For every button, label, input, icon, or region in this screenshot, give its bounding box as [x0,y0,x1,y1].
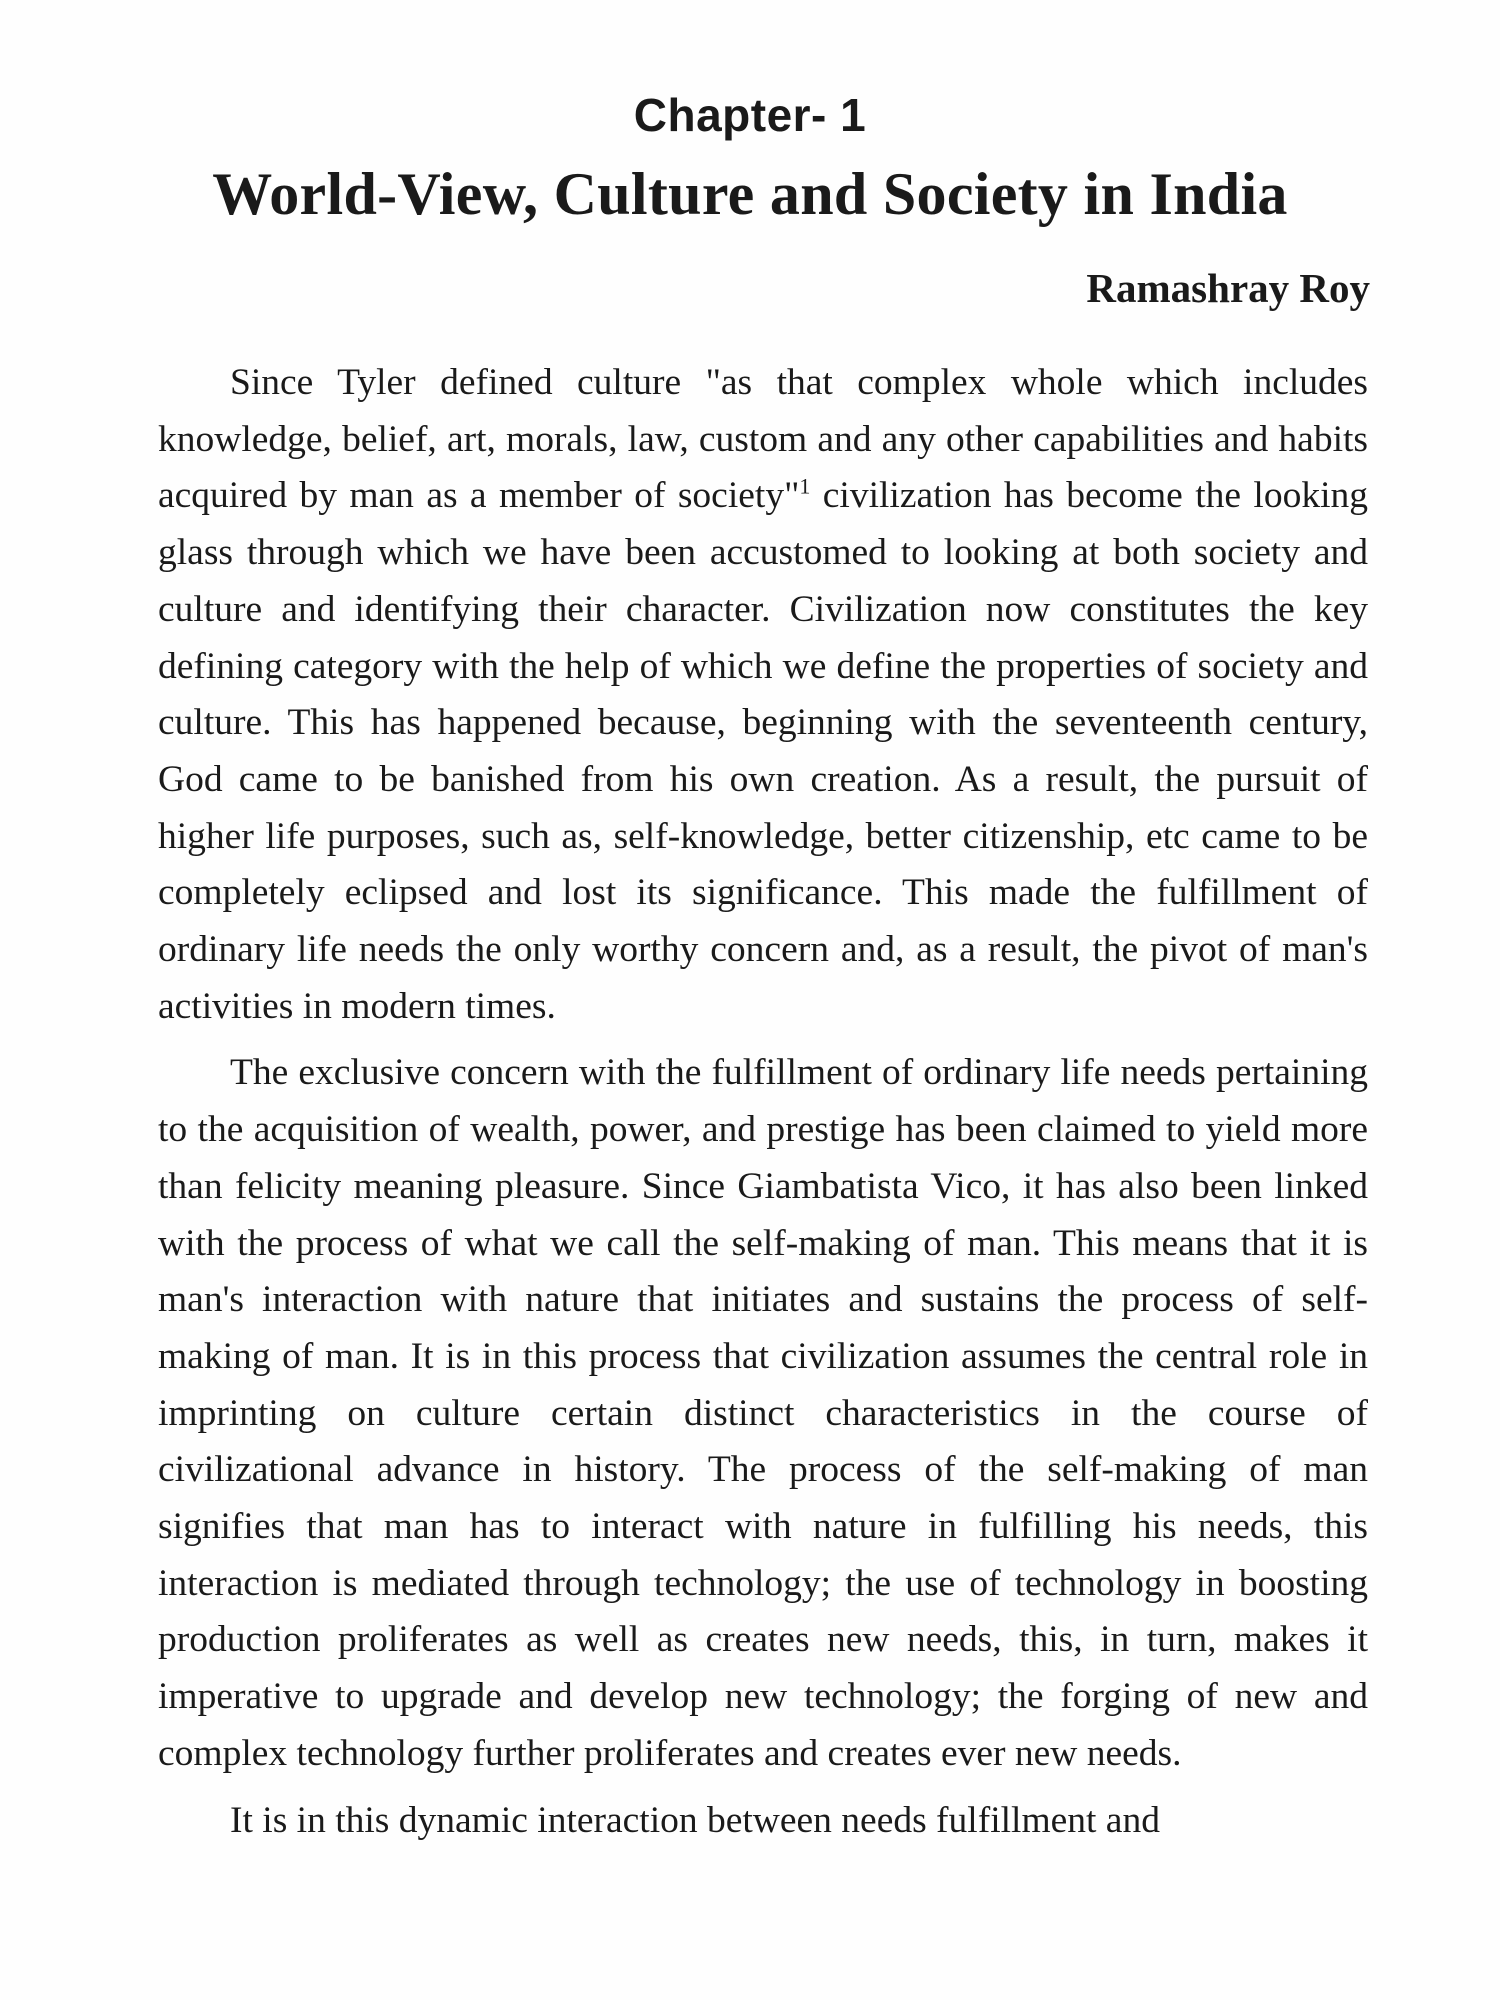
paragraph: It is in this dynamic interaction between needs fulfillment and [230,1799,1160,1841]
chapter-label: Chapter- 1 [633,89,867,141]
paragraph [158,355,1368,1035]
body-text [158,355,1368,1859]
footnote-marker[interactable]: 1 [799,473,811,499]
chapter-title: World-View, Culture and Society in India [212,161,1288,227]
author-name: Ramashray Roy [1086,265,1370,311]
paragraph: The exclusive concern with the fulfillment of ordinary life needs pertaining to the acquisition of wealth, power, and prestige has been claimed to yield more than felicity meaning pleasure. Since Giambatista Vico, it has also been linked with the process of what we call the self-making of man. This means that it is man's interaction with nature that initiates and sustains the process of self-making of man. It is in this process that civilization assumes the central role in imprinting on culture certain distinct characteristics in the course of civilizational advance in history. The process of the self-making of man signifies that man has to interact with nature in fulfilling his needs, this interaction is mediated through technology; the use of technology in boosting production proliferates as well as creates new needs, this, in turn, makes it imperative to upgrade and develop new technology; the forging of new and complex technology further proliferates and creates ever new needs. [158,1052,1368,1774]
paragraph-text: civilization has become the looking glass through which we have been accustomed to looking at both society and culture and identifying their character. Civilization now constitutes the key defining category with the help of which we define the properties of society and culture. This has happened because, beginning with the seventeenth century, God came to be banished from his own creation. As a result, the pursuit of higher life purposes, such as, self-knowledge, better citizenship, etc came to be completely eclipsed and lost its significance. This made the fulfillment of ordinary life needs the only worthy concern and, as a result, the pivot of man's activities in modern times. [158,475,1368,1027]
paragraph-text: Since Tyler defined culture "as that complex whole which includes knowledge, belief, art, morals, law, custom and any other capabilities and habits acquired by man as a member of society" [158,362,1368,517]
